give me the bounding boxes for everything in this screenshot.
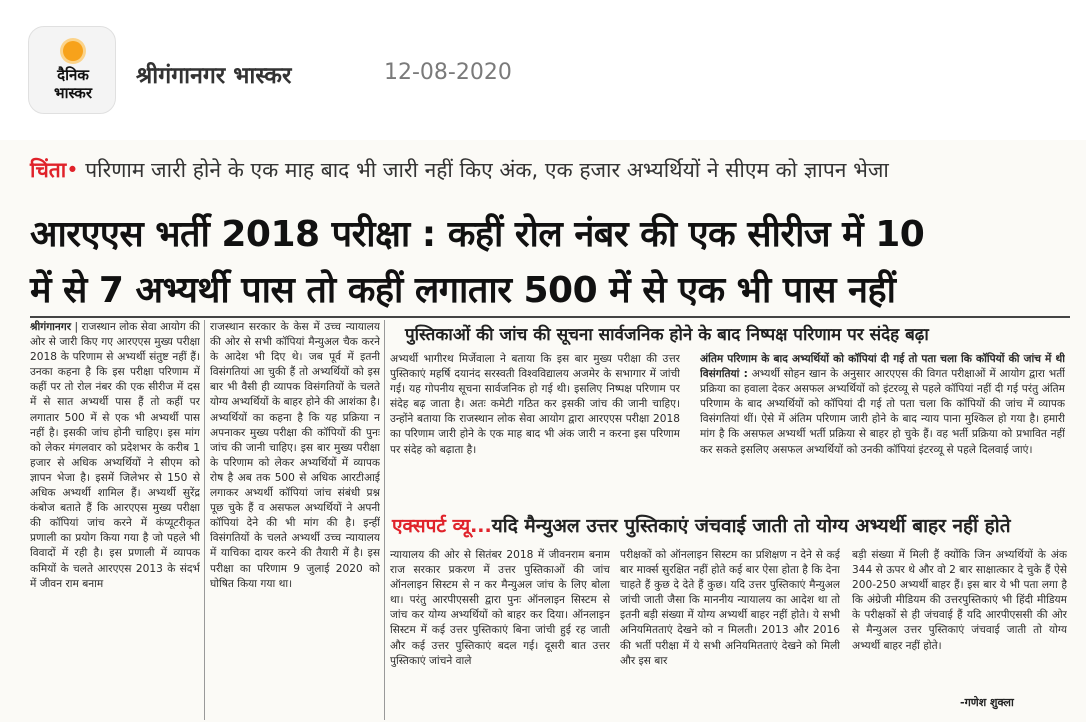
- column-divider: [204, 320, 205, 720]
- column-7: बड़ी संख्या में मिली हैं क्योंकि जिन अभ्यर्थियों के अंक 344 से ऊपर थे और वो 2 बार साक्षात्कार दे चुके हैं ऐसे 200-250 अभ्यर्थी बाहर हैं। इस बार ये भी पता लगा है कि अंग्रेजी मीडियम की उत्तरपुस्तिकाएं भी हिंदी मीडियम के परीक्षकों से ही जंचवाई हैं यदि आरपीएससी की ओर से मैन्युअल उत्तर पुस्तिकाएं जंचवाई जाती तो योग्य अभ्यर्थी बाहर नहीं होते।: [852, 549, 1067, 652]
- column-1: श्रीगंगानगर | राजस्थान लोक सेवा आयोग की ओर से जारी किए गए आरएएस मुख्य परीक्षा 2018 के परिणाम से अभ्यर्थी संतुष्ट नहीं हैं। उनका कहना है कि इस परीक्षा परिणाम में कहीं पर तो रोल नंबर की एक सीरीज में दस में से सात अभ्यर्थी पास हैं तो कहीं पर लगातार 500 में से एक भी अभ्यर्थी पास नहीं है। इसकी जांच होनी चाहिए। इस मांग को लेकर मंगलवार को प्रदेशभर के करीब 1 हजार से अधिक अभ्यर्थियों ने सीएम को ज्ञापन भेजा है। इसमें जिलेभर से 150 से अधिक अभ्यर्थी शामिल हैं। अभ्यर्थी सुरेंद्र कंबोज बताते हैं कि आरएएस मुख्य परीक्षा की कॉपियां जांच करने में कंप्यूटरीकृत प्रणाली का प्रयोग किया गया है जो पहले भी विवादों में रही है। इस प्रणाली में व्यापक कमियों के चलते आरएएस 2013 के संदर्भ में जीवन राम बनाम: [30, 321, 200, 590]
- subheading-1: पुस्तिकाओं की जांच की सूचना सार्वजनिक होने के बाद निष्पक्ष परिणाम पर संदेह बढ़ा: [405, 325, 929, 345]
- column-4-lead: अंतिम परिणाम के बाद अभ्यर्थियों को कॉपियां दी गई तो पता चला कि कॉपियों की जांच में थी विसंगतियां :: [700, 353, 1065, 381]
- logo-line1: दैनिक: [57, 66, 89, 84]
- column-3: अभ्यर्थी भागीरथ मिर्जेवाला ने बताया कि इस बार मुख्य परीक्षा की उत्तर पुस्तिकाएं महर्षि दयानंद सरस्वती विश्वविद्यालय अजमेर के सभागार में जांची गई। यह गोपनीय सूचना सार्वजनिक हो गई थी। इसलिए निष्पक्ष परिणाम पर संदेह बढ़ जाता है। अतः कमेटी गठित कर इसकी जांच की जानी चाहिए। उन्होंने बताया कि राजस्थान लोक सेवा आयोग द्वारा आरएएस परीक्षा 2018 का परिणाम जारी होने के एक माह बाद भी अंक जारी न करना इस परिणाम पर संदेह को बढ़ाता है।: [390, 353, 680, 456]
- headline-line1: आरएएस भर्ती 2018 परीक्षा : कहीं रोल नंबर की एक सीरीज में 10: [30, 214, 925, 255]
- kicker-tag: चिंता: [30, 158, 67, 182]
- sun-icon: [63, 41, 83, 61]
- headline-line2: में से 7 अभ्यर्थी पास तो कहीं लगातार 500 में से एक भी पास नहीं: [30, 270, 896, 311]
- column-6: परीक्षकों को ऑनलाइन सिस्टम का प्रशिक्षण न देने से कई बार मार्क्स सुरक्षित नहीं होते कई बार ऐसा होता है कि देना चाहते हैं कुछ दे देते हैं कुछ। यदि उत्तर पुस्तिकाएं मैन्युअल जांची जाती जैसा कि माननीय न्यायालय का आदेश था तो इतनी बड़ी संख्या में योग्य अभ्यर्थी बाहर नहीं होते। ये सभी अनियमितताएं देखने को न मिलती। 2013 और 2016 की भर्ती परीक्षा में ये सभी अनियमितताएं देखने को मिली और इस बार: [620, 549, 840, 667]
- column-4-text: अभ्यर्थी सोहन खान के अनुसार आरएएस की विगत परीक्षाओं में आयोग द्वारा भर्ती प्रक्रिया का हवाला देकर असफल अभ्यर्थियों को इंटरव्यू से पहले कॉपियां नहीं दी गई परंतु अंतिम परिणाम के बाद अभ्यर्थियों को कॉपियां दी गई तो पता चला कि कॉपियों की जांच में व्यापक विसंगतियां थीं। ऐसे में अंतिम परिणाम जारी होने के बाद न्याय पाना मुश्किल हो गया है। हमारी मांग है कि असफल अभ्यर्थी भर्ती प्रक्रिया से बाहर हो चुके हैं। वह भर्ती प्रक्रिया को प्रभावित नहीं कर सकते इसलिए असफल अभ्यर्थियों को उनकी कॉपियां इंटरव्यू से पहले दिलवाई जाएं।: [700, 368, 1065, 456]
- subheading-2-text: यदि मैन्युअल उत्तर पुस्तिकाएं जंचवाई जाती तो योग्य अभ्यर्थी बाहर नहीं होते: [491, 515, 1011, 537]
- newspaper-clipping: [0, 140, 1086, 722]
- post-header: [0, 0, 1086, 140]
- kicker: [30, 156, 889, 184]
- subheading-2: [392, 512, 1011, 538]
- column-2: राजस्थान सरकार के केस में उच्च न्यायालय की ओर से सभी कॉपियां मैन्युअल चैक करने के आदेश भी दिए थे। जब पूर्व में इतनी विसंगतियां आ चुकी हैं तो अभ्यर्थियों को इस बार भी वैसी ही व्यापक विसंगतियों के चलते योग्य अभ्यर्थियों के बाहर होने की आशंका है। अभ्यर्थियों का कहना है कि यह प्रक्रिया न अपनाकर मुख्य परीक्षा की कॉपियों की पुनः जांच की जानी चाहिए। इस बार मुख्य परीक्षा के परिणाम को लेकर अभ्यर्थियों में व्यापक रोष है अब तक 500 से अधिक आरटीआई लगाकर अभ्यर्थी कॉपियां जांच संबंधी प्रश्न पूछ चुके हैं व असफल अभ्यर्थियों ने अपनी कॉपियां देने की भी मांग की है। इन्हीं विसंगतियों के चलते अभ्यर्थी उच्च न्यायालय में याचिका दायर करने की तैयारी में है। इस परीक्षा का परिणाम 9 जुलाई 2020 को घोषित किया गया था।: [210, 321, 380, 590]
- column-4: [700, 352, 1065, 502]
- author-credit: -गणेश शुक्ला: [960, 696, 1014, 709]
- logo-line2: भास्कर: [54, 84, 92, 102]
- headline-divider: [30, 316, 1070, 318]
- publish-date: 12-08-2020: [384, 60, 512, 85]
- column-divider: [384, 320, 385, 720]
- expert-view-tag: एक्सपर्ट व्यू...: [392, 515, 492, 537]
- kicker-text: परिणाम जारी होने के एक माह बाद भी जारी नहीं किए अंक, एक हजार अभ्यर्थियों ने सीएम को ज्ञापन भेजा: [85, 158, 889, 182]
- dainik-bhaskar-logo[interactable]: [28, 26, 116, 114]
- source-name[interactable]: श्रीगंगानगर भास्कर: [136, 63, 292, 89]
- bullet-icon: •: [66, 158, 86, 182]
- column-1-text: राजस्थान लोक सेवा आयोग की ओर से जारी किए गए आरएएस मुख्य परीक्षा 2018 के परिणाम से अभ्यर्थी संतुष्ट नहीं हैं। उनका कहना है कि इस परीक्षा परिणाम में कहीं पर तो रोल नंबर की एक सीरीज में दस में से सात अभ्यर्थी पास हैं तो कहीं पर लगातार 500 में से एक भी अभ्यर्थी पास नहीं है। इसकी जांच होनी चाहिए। इस मांग को लेकर मंगलवार को प्रदेशभर के करीब 1 हजार से अधिक अभ्यर्थियों ने सीएम को ज्ञापन भेजा है। इसमें जिलेभर से 150 से अधिक अभ्यर्थी शामिल हैं। अभ्यर्थी सुरेंद्र कंबोज बताते हैं कि आरएएस मुख्य परीक्षा की कॉपियां जांच करने में कंप्यूटरीकृत प्रणाली का प्रयोग किया गया है जो पहले भी विवादों में रही है। इस प्रणाली में व्यापक कमियों के चलते आरएएस 2013 के संदर्भ में जीवन राम बनाम: [30, 321, 200, 590]
- column-5: न्यायालय की ओर से सितंबर 2018 में जीवनराम बनाम राज सरकार प्रकरण में उत्तर पुस्तिकाओं की जांच ऑनलाइन सिस्टम से न कर मैन्युअल जांच के लिए बोला था। परंतु आरपीएससी द्वारा पुनः ऑनलाइन सिस्टम से जांच कर योग्य अभ्यर्थियों को बाहर कर दिया। ऑनलाइन सिस्टम में कई उत्तर पुस्तिकाएं बिना जांची हुई रह जाती और कई उत्तर पुस्तिकाएं बदल गई। दूसरी बात उत्तर पुस्तिकाएं जांचने वाले: [390, 549, 610, 667]
- byline: श्रीगंगानगर: [30, 321, 72, 333]
